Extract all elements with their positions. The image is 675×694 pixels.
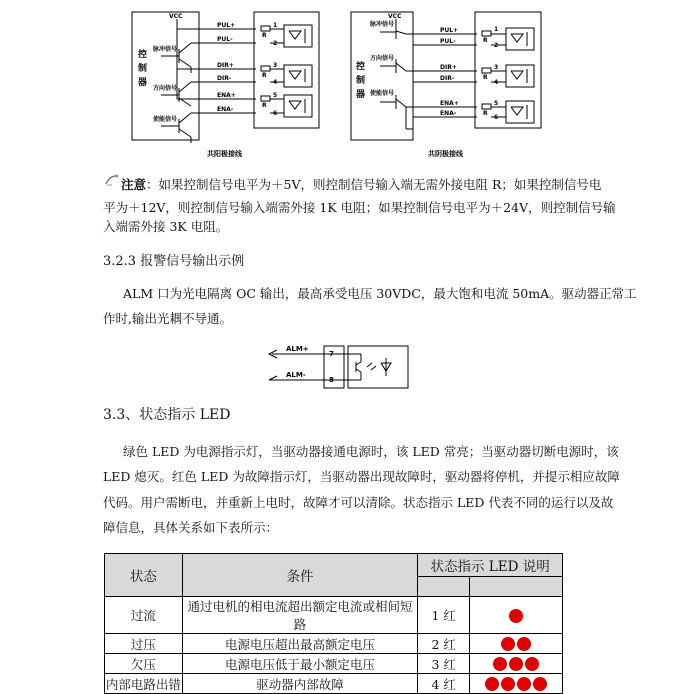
red-led-icon [533, 677, 547, 691]
table-row [105, 634, 563, 654]
pin-label: ENA- [217, 106, 234, 113]
resistor-label: R [483, 74, 488, 81]
pin-label: DIR+ [440, 64, 457, 71]
alarm-pin-number: 8 [329, 376, 334, 384]
paragraph-line: LED 熄灭。红色 LED 为故障指示灯，当驱动器出现故障时，驱动器将停机，并提示相应故障 [103, 469, 620, 484]
controller-label: 制 [138, 64, 148, 74]
resistor-label: R [483, 110, 488, 117]
controller-label: 制 [356, 76, 366, 86]
pin-label: ENA+ [440, 100, 459, 107]
pin-number: 2 [494, 42, 499, 49]
signal-label: 脉冲信号 [153, 46, 178, 53]
signal-label: 使能信号 [153, 116, 178, 123]
paragraph-line: 代码。用户需断电，并重新上电时，故障才可以清除。状态指示 LED 代表不同的运行以及故 [103, 495, 614, 510]
controller-label: 器 [138, 78, 148, 88]
condition-cell: 驱动器内部故障 [182, 674, 417, 694]
paragraph-line: ALM 口为光电隔离 OC 输出，最高承受电压 30VDC，最大饱和电流 50mA。驱动器正常工 [123, 286, 637, 301]
signal-label: 方向信号 [153, 85, 178, 92]
header-empty-cell [418, 577, 470, 597]
resistor-label: R [483, 37, 488, 44]
paragraph-line: 作时,输出光耦不导通。 [103, 311, 232, 326]
state-cell: 欠压 [105, 654, 183, 674]
alarm-pin-label: ALM- [286, 371, 306, 379]
table-header-row [105, 554, 563, 577]
controller-label: 控 [356, 62, 366, 72]
vcc-label: VCC [388, 13, 402, 20]
red-led-icon [509, 657, 523, 671]
code-cell: 3 红 [418, 654, 470, 674]
note-label: 注意 [121, 177, 147, 192]
header-condition: 条件 [182, 554, 417, 597]
led-cell [470, 597, 563, 634]
pin-number: 6 [494, 114, 499, 121]
pin-label: PUL- [440, 38, 456, 45]
led-cell [470, 654, 563, 674]
pin-label: DIR- [217, 75, 232, 82]
common-anode-diagram [131, 9, 329, 161]
pin-label: PUL- [217, 36, 233, 43]
code-cell: 4 红 [418, 674, 470, 694]
pin-number: 4 [494, 79, 499, 86]
red-led-icon [501, 677, 515, 691]
pin-number: 3 [273, 62, 278, 69]
state-cell: 内部电路出错 [105, 674, 183, 694]
signal-label: 脉冲信号 [370, 21, 395, 28]
red-led-icon [517, 637, 531, 651]
note-text: ：如果控制信号电平为＋5V，则控制信号输入端无需外接电阻 R；如果控制信号电 [146, 177, 602, 192]
note-line [121, 176, 601, 194]
vcc-label: VCC [169, 13, 183, 20]
pin-number: 4 [273, 79, 278, 86]
controller-label: 控 [138, 50, 148, 60]
common-cathode-diagram [350, 9, 550, 161]
controller-label: 器 [356, 90, 366, 100]
pin-label: ENA- [440, 110, 457, 117]
pin-label: DIR+ [217, 62, 234, 69]
pin-number: 3 [494, 64, 499, 71]
red-led-icon [493, 657, 507, 671]
signal-label: 使能信号 [370, 90, 395, 97]
resistor-label: R [262, 102, 267, 109]
header-empty-cell [470, 577, 563, 597]
condition-cell: 电源电压低于最小额定电压 [182, 654, 417, 674]
state-cell: 过流 [105, 597, 183, 634]
condition-cell: 通过电机的相电流超出额定电流或相间短路 [182, 597, 417, 634]
pin-number: 5 [273, 92, 278, 99]
alarm-pin-number: 7 [329, 350, 334, 358]
red-led-icon [485, 677, 499, 691]
code-cell: 1 红 [418, 597, 470, 634]
pin-label: PUL+ [440, 27, 459, 34]
led-status-table [104, 553, 563, 694]
table-row [105, 654, 563, 674]
pin-number: 5 [494, 100, 499, 107]
resistor-label: R [262, 32, 267, 39]
pin-label: DIR- [440, 75, 455, 82]
alarm-output-diagram [262, 343, 412, 389]
note-icon [104, 173, 120, 187]
section-heading: 3.3、状态指示 LED [103, 407, 231, 423]
signal-label: 方向信号 [370, 55, 395, 62]
pin-label: PUL+ [217, 22, 236, 29]
header-led: 状态指示 LED 说明 [418, 554, 563, 577]
pin-number: 6 [273, 110, 278, 117]
note-line: 平为＋12V，则控制信号输入端需外接 1K 电阻；如果控制信号电平为＋24V，则控制信号输 [103, 200, 616, 215]
condition-cell: 电源电压超出最高额定电压 [182, 634, 417, 654]
code-cell: 2 红 [418, 634, 470, 654]
red-led-icon [509, 609, 523, 623]
resistor-label: R [262, 72, 267, 79]
red-led-icon [525, 657, 539, 671]
alarm-pin-label: ALM+ [286, 345, 309, 353]
diagram-caption: 共阴极接线 [428, 150, 463, 158]
paragraph-line: 障信息，具体关系如下表所示： [103, 520, 279, 535]
pin-label: ENA+ [217, 92, 236, 99]
pin-number: 2 [273, 40, 278, 47]
state-cell: 过压 [105, 634, 183, 654]
pin-number: 1 [494, 26, 499, 33]
pin-number: 1 [273, 22, 278, 29]
red-led-icon [501, 637, 515, 651]
header-state: 状态 [105, 554, 183, 597]
note-line: 入端需外接 3K 电阻。 [103, 219, 229, 234]
paragraph-line: 绿色 LED 为电源指示灯，当驱动器接通电源时，该 LED 常亮；当驱动器切断电源时，该 [123, 444, 619, 459]
led-cell [470, 634, 563, 654]
red-led-icon [517, 677, 531, 691]
section-heading: 3.2.3 报警信号输出示例 [103, 254, 245, 269]
diagram-caption: 共阳极接线 [207, 150, 242, 158]
table-row [105, 597, 563, 634]
